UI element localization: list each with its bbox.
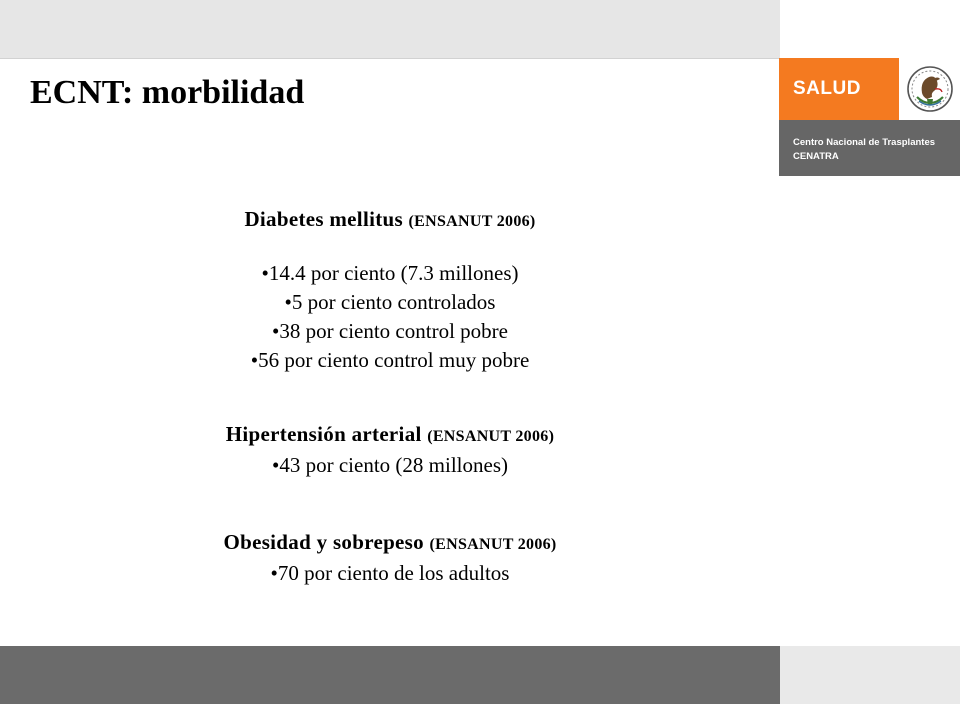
section-heading — [0, 422, 780, 447]
heading-source: (ENSANUT 2006) — [429, 536, 557, 553]
cenatra-band — [779, 120, 960, 176]
list-item: • 70 por ciento de los adultos — [0, 559, 780, 588]
hypertension-section — [0, 422, 780, 480]
heading-text: Obesidad y sobrepeso — [223, 530, 424, 554]
slide-title: ECNT: morbilidad — [30, 74, 305, 111]
section-heading — [0, 530, 780, 555]
obesity-section — [0, 530, 780, 588]
heading-source: (ENSANUT 2006) — [427, 428, 555, 445]
list-item: • 38 por ciento control pobre — [0, 317, 780, 346]
top-band — [0, 0, 780, 59]
heading-source: (ENSANUT 2006) — [408, 213, 536, 230]
heading-text: Hipertensión arterial — [225, 422, 422, 446]
bottom-band-corner — [780, 646, 960, 704]
bottom-band — [0, 646, 780, 704]
bullet-list — [0, 259, 780, 375]
heading-text: Diabetes mellitus — [244, 207, 403, 231]
list-item: • 14.4 por ciento (7.3 millones) — [0, 259, 780, 288]
section-heading — [0, 207, 780, 232]
list-item: • 5 por ciento controlados — [0, 288, 780, 317]
org-acronym: CENATRA — [793, 151, 839, 162]
seal-panel — [899, 58, 960, 120]
diabetes-section — [0, 207, 780, 375]
list-item: • 56 por ciento control muy pobre — [0, 346, 780, 375]
list-item: • 43 por ciento (28 millones) — [0, 451, 780, 480]
salud-label: SALUD — [793, 78, 861, 99]
bottom-margin — [0, 704, 960, 720]
bullet-list — [0, 559, 780, 588]
bullet-list — [0, 451, 780, 480]
top-band-corner — [780, 0, 960, 58]
salud-cenatra-logo — [779, 58, 960, 176]
mexican-coat-of-arms-icon — [905, 63, 955, 115]
salud-badge — [779, 58, 899, 120]
org-name: Centro Nacional de Trasplantes — [793, 137, 936, 148]
